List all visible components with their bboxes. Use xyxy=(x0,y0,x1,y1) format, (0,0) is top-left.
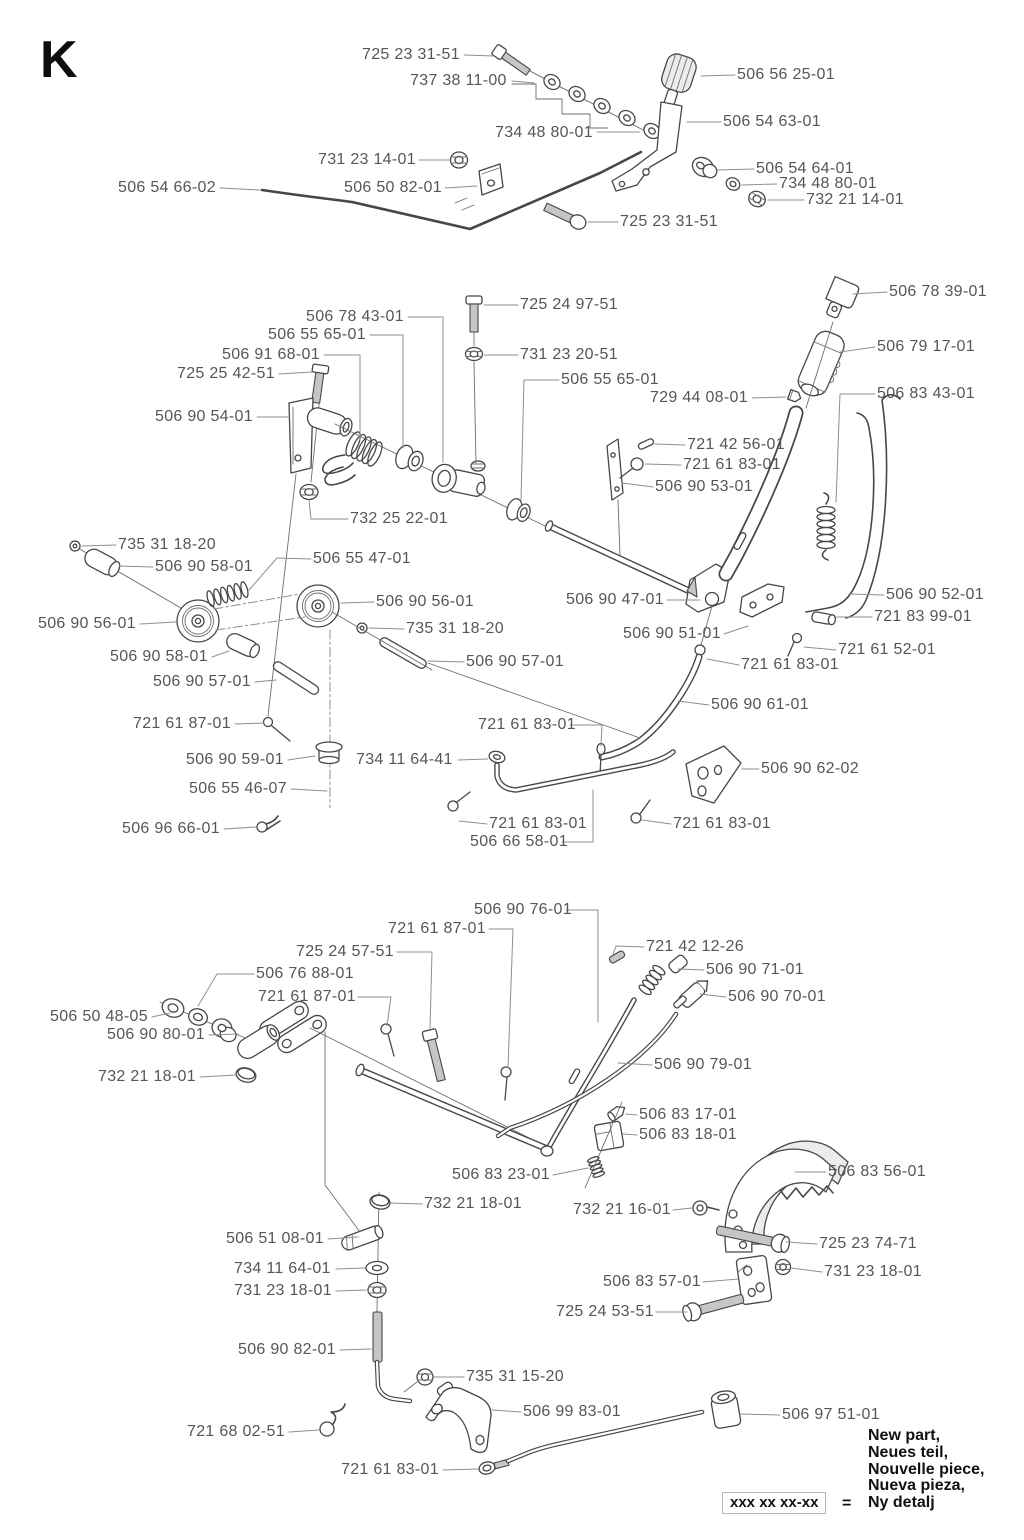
part-number-label: 506 78 39-01 xyxy=(889,283,987,300)
leader-line xyxy=(224,827,256,829)
part-number-label: 737 38 11-00 xyxy=(410,72,507,89)
part-number-label: 732 21 14-01 xyxy=(806,191,904,208)
part-number-label: 735 31 15-20 xyxy=(466,1368,564,1385)
part-number-label: 732 25 22-01 xyxy=(350,510,448,527)
part-number-label: 506 90 76-01 xyxy=(474,901,572,918)
part-number-label: 506 83 18-01 xyxy=(639,1126,737,1143)
legend-line-en: New part, xyxy=(868,1427,941,1444)
leader-line xyxy=(408,317,443,462)
leader-line xyxy=(570,725,602,746)
part-number-label: 725 23 31-51 xyxy=(362,46,460,63)
leader-line xyxy=(309,500,348,519)
part-number-label: 732 21 18-01 xyxy=(424,1195,522,1212)
leader-line xyxy=(82,545,116,546)
part-number-label: 506 51 08-01 xyxy=(226,1230,324,1247)
part-number-label: 506 50 48-05 xyxy=(50,1008,148,1025)
leader-line xyxy=(742,184,777,185)
part-number-label: 731 23 18-01 xyxy=(824,1263,922,1280)
legend-line-es: Nueva pieza, xyxy=(868,1477,965,1495)
part-number-label: 734 48 80-01 xyxy=(779,175,877,192)
leader-line xyxy=(655,444,685,445)
leader-line xyxy=(288,756,315,760)
part-number-label: 506 83 23-01 xyxy=(452,1166,550,1183)
part-number-label: 721 61 83-01 xyxy=(683,456,781,473)
leader-line xyxy=(618,1063,652,1065)
part-number-label: 506 50 82-01 xyxy=(344,179,442,196)
part-number-label: 735 31 18-20 xyxy=(118,536,216,553)
leader-line xyxy=(836,394,875,502)
part-number-label: 506 90 47-01 xyxy=(566,591,664,608)
part-number-label: 506 90 70-01 xyxy=(728,988,826,1005)
leader-line xyxy=(512,81,534,83)
part-number-label: 731 23 18-01 xyxy=(234,1282,332,1299)
part-number-label: 721 61 87-01 xyxy=(388,920,486,937)
leader-line xyxy=(791,1268,822,1272)
leader-line xyxy=(678,969,704,970)
part-number-label: 721 42 56-01 xyxy=(687,436,785,453)
part-number-label: 731 23 14-01 xyxy=(318,151,416,168)
part-number-label: 506 55 65-01 xyxy=(268,326,366,343)
part-number-label: 506 90 58-01 xyxy=(110,648,208,665)
part-number-label: 731 23 20-51 xyxy=(520,346,618,363)
part-number-label: 506 55 65-01 xyxy=(561,371,659,388)
leader-line xyxy=(492,1410,521,1412)
leader-line xyxy=(255,680,276,682)
part-number-label: 506 90 57-01 xyxy=(466,653,564,670)
section-throttle xyxy=(262,44,768,232)
part-number-label: 506 79 17-01 xyxy=(877,338,975,355)
part-number-label: 506 90 79-01 xyxy=(654,1056,752,1073)
part-number-label: 506 54 64-01 xyxy=(756,160,854,177)
leader-line xyxy=(703,1279,738,1282)
part-number-label: 506 83 43-01 xyxy=(877,385,975,402)
part-number-label: 734 48 80-01 xyxy=(495,124,593,141)
leader-line xyxy=(428,661,464,662)
leader-line xyxy=(840,347,875,352)
part-number-label: 721 42 12-26 xyxy=(646,938,744,955)
part-number-label: 721 61 83-01 xyxy=(478,716,576,733)
leader-line xyxy=(200,1075,236,1077)
part-number-label: 506 66 58-01 xyxy=(470,833,568,850)
part-number-label: 721 61 87-01 xyxy=(258,988,356,1005)
section-lower-linkage xyxy=(160,950,848,1476)
part-number-label: 506 90 53-01 xyxy=(655,478,753,495)
leader-line xyxy=(752,397,786,398)
leader-line xyxy=(198,974,254,1006)
leader-line xyxy=(701,75,735,76)
legend-line-fr: Nouvelle piece, xyxy=(868,1460,985,1478)
leader-line xyxy=(678,701,709,705)
leader-line xyxy=(645,464,681,465)
leader-line xyxy=(397,952,432,1028)
part-number-label: 721 68 02-51 xyxy=(187,1423,285,1440)
part-number-label: 506 90 80-01 xyxy=(107,1026,205,1043)
part-number-label: 506 90 62-02 xyxy=(761,760,859,777)
part-number-label: 506 83 57-01 xyxy=(603,1273,701,1290)
part-number-label: 506 90 59-01 xyxy=(186,751,284,768)
part-number-label: 506 78 43-01 xyxy=(306,308,404,325)
leader-line xyxy=(562,790,593,842)
part-number-label: 725 24 53-51 xyxy=(556,1303,654,1320)
page-title: K xyxy=(40,31,78,89)
legend-new-part xyxy=(868,1428,985,1512)
part-number-label: 725 24 97-51 xyxy=(520,296,618,313)
leader-line xyxy=(443,1469,478,1470)
leader-line xyxy=(521,380,559,500)
legend-equals-sign: = xyxy=(842,1495,852,1512)
leader-line xyxy=(459,821,487,824)
part-number-label: 506 83 17-01 xyxy=(639,1106,737,1123)
leader-line xyxy=(700,994,726,997)
legend-line-de: Neues teil, xyxy=(868,1443,949,1461)
section-linkage xyxy=(70,277,900,832)
part-number-label: 506 96 66-01 xyxy=(122,820,220,837)
leader-line xyxy=(464,55,494,56)
part-number-label: 506 90 57-01 xyxy=(153,673,251,690)
part-number-label: 734 11 64-01 xyxy=(234,1260,331,1277)
part-number-label: 725 25 42-51 xyxy=(177,365,275,382)
part-number-label: 506 83 56-01 xyxy=(828,1163,926,1180)
leader-line xyxy=(358,997,391,1026)
legend-code-box xyxy=(722,1492,826,1514)
leader-line xyxy=(458,759,488,760)
part-number-label: 506 76 88-01 xyxy=(256,965,354,982)
part-number-label: 506 56 25-01 xyxy=(737,66,835,83)
part-number-label: 506 90 61-01 xyxy=(711,696,809,713)
leader-line xyxy=(369,628,404,629)
part-number-label: 506 97 51-01 xyxy=(782,1406,880,1423)
leader-line xyxy=(445,186,477,188)
leader-line xyxy=(489,929,513,1068)
part-number-label: 732 21 16-01 xyxy=(573,1201,671,1218)
leader-line xyxy=(724,626,748,634)
part-number-label: 506 90 82-01 xyxy=(238,1341,336,1358)
part-number-label: 721 83 99-01 xyxy=(874,608,972,625)
part-number-label: 725 23 31-51 xyxy=(620,213,718,230)
leader-line xyxy=(566,910,598,1022)
part-number-label: 506 90 56-01 xyxy=(38,615,136,632)
part-number-label: 506 54 63-01 xyxy=(723,113,821,130)
leader-line xyxy=(289,1430,319,1432)
legend-line-sv: Ny detalj xyxy=(868,1494,935,1512)
part-number-label: 721 61 87-01 xyxy=(133,715,231,732)
leader-line xyxy=(849,594,884,595)
part-number-label: 506 54 66-02 xyxy=(118,179,216,196)
part-number-label: 734 11 64-41 xyxy=(356,751,453,768)
leader-line xyxy=(235,723,264,724)
part-number-label: 732 21 18-01 xyxy=(98,1068,196,1085)
part-number-label: 506 55 46-07 xyxy=(189,780,287,797)
leader-line xyxy=(212,651,229,657)
part-number-label: 735 31 18-20 xyxy=(406,620,504,637)
leader-line xyxy=(804,647,836,650)
leader-line xyxy=(786,1242,817,1244)
leader-line xyxy=(622,483,653,487)
part-number-label: 721 61 83-01 xyxy=(673,815,771,832)
part-number-label: 506 90 71-01 xyxy=(706,961,804,978)
leader-line xyxy=(673,1208,692,1210)
part-number-label: 721 61 83-01 xyxy=(489,815,587,832)
leader-line xyxy=(740,1414,780,1415)
leader-line xyxy=(140,622,176,624)
leader-line xyxy=(370,335,403,448)
part-number-label: 506 91 68-01 xyxy=(222,346,320,363)
leader-line xyxy=(717,169,754,170)
leader-line xyxy=(553,1168,588,1175)
part-number-label: 721 61 83-01 xyxy=(741,656,839,673)
leader-line xyxy=(336,1268,365,1269)
part-number-label: 506 90 56-01 xyxy=(376,593,474,610)
part-number-label: 506 90 54-01 xyxy=(155,408,253,425)
part-number-label: 506 90 58-01 xyxy=(155,558,253,575)
leader-line xyxy=(279,372,312,374)
part-number-label: 506 55 47-01 xyxy=(313,550,411,567)
part-number-label: 725 23 74-71 xyxy=(819,1235,917,1252)
legend-code: xxx xx xx-xx xyxy=(730,1494,819,1511)
part-number-label: 506 99 83-01 xyxy=(523,1403,621,1420)
leader-line xyxy=(626,1114,637,1115)
leader-line xyxy=(341,602,374,603)
leader-line xyxy=(707,659,739,665)
part-number-label: 729 44 08-01 xyxy=(650,389,748,406)
leader-line xyxy=(340,1349,371,1350)
leader-line xyxy=(336,1290,366,1291)
part-number-label: 721 61 52-01 xyxy=(838,641,936,658)
part-number-label: 506 90 51-01 xyxy=(623,625,721,642)
leader-line xyxy=(249,558,311,590)
leader-line xyxy=(623,1134,637,1135)
leader-line xyxy=(119,566,153,567)
part-number-label: 506 90 52-01 xyxy=(886,586,984,603)
leader-line xyxy=(391,1203,422,1204)
leader-line xyxy=(642,820,671,824)
part-number-label: 725 24 57-51 xyxy=(296,943,394,960)
leader-line xyxy=(220,188,260,190)
part-number-label: 721 61 83-01 xyxy=(341,1461,439,1478)
leader-line xyxy=(291,789,327,791)
